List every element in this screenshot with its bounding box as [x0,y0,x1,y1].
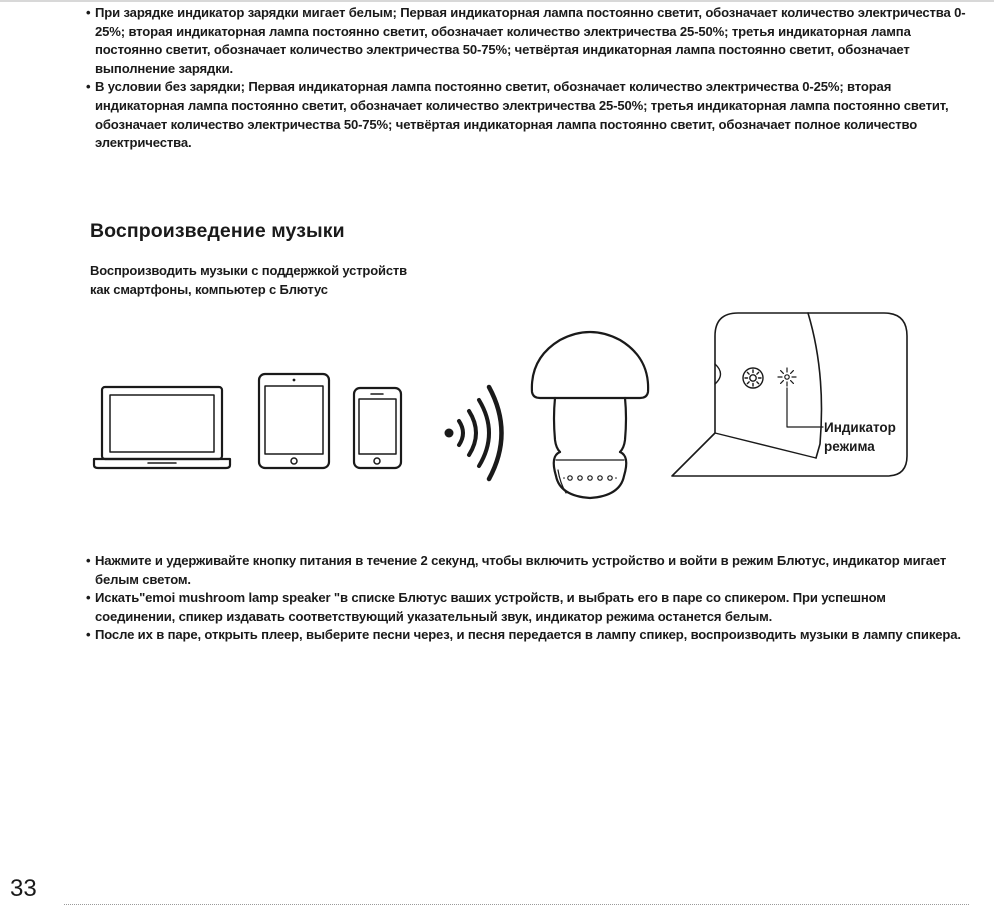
power-button-icon [743,368,763,388]
laptop-icon [94,387,230,468]
callout-leader-line [787,388,823,427]
tablet-icon [259,374,329,468]
bullet-playback: • После их в паре, открыть плеер, выберите песни через, и песня передается в лампу спикер, воспроизводить музыки в лампу спикера. [86,626,966,645]
bullet-pairing: • Искать"emoi mushroom lamp speaker "в списке Блютус ваших устройств, и выбрать его в паре со спикером. При успешном соединении, спикер издавать соответствующий указательный звук, индикатор режима останется белым. [86,589,966,626]
page-number: 33 [10,875,37,902]
bluetooth-devices-illustration [90,308,920,508]
mushroom-speaker-icon [532,332,648,498]
section-title: Воспроизведение музыки [90,220,345,242]
bullet-charging: • При зарядке индикатор зарядки мигает белым; Первая индикаторная лампа постоянно светит, обозначает количество электричества 0-25%; вторая индикаторная лампа постоянно светит, обозначает количество электричества 25-50%; третья индикаторная лампа постоянно светит, обозначает количество электричества 50-75%; четвёртая индикаторная лампа постоянно светит, обозначает выполнение зарядки. [86,4,966,78]
bottom-rule [64,904,969,905]
intro-line-1: Воспроизводить музыки с поддержкой устройств [90,263,407,278]
bullet-not-charging: • В условии без зарядки; Первая индикаторная лампа постоянно светит, обозначает количество электричества 0-25%; вторая индикаторная лампа постоянно светит, обозначает количество электричества 25-50%; третья индикаторная лампа постоянно светит, обозначает количество электричества 50-75%; четвёртая индикаторная лампа постоянно светит, обозначает полное количество электричества. [86,78,966,152]
usage-bullet-list [86,552,966,645]
callout-label-line-2: режима [824,439,875,454]
mode-indicator-icon [778,368,796,386]
section-intro [90,262,510,299]
wireless-signal-icon [445,387,502,479]
indicator-bullet-list [86,4,966,153]
bullet-power-on: • Нажмите и удерживайте кнопку питания в течение 2 секунд, чтобы включить устройство и войти в режим Блютус, индикатор мигает белым светом. [86,552,966,589]
top-rule [0,0,994,2]
callout-label-line-1: Индикатор [824,420,896,435]
smartphone-icon [354,388,401,468]
intro-line-2: как смартфоны, компьютер с Блютус [90,281,328,297]
